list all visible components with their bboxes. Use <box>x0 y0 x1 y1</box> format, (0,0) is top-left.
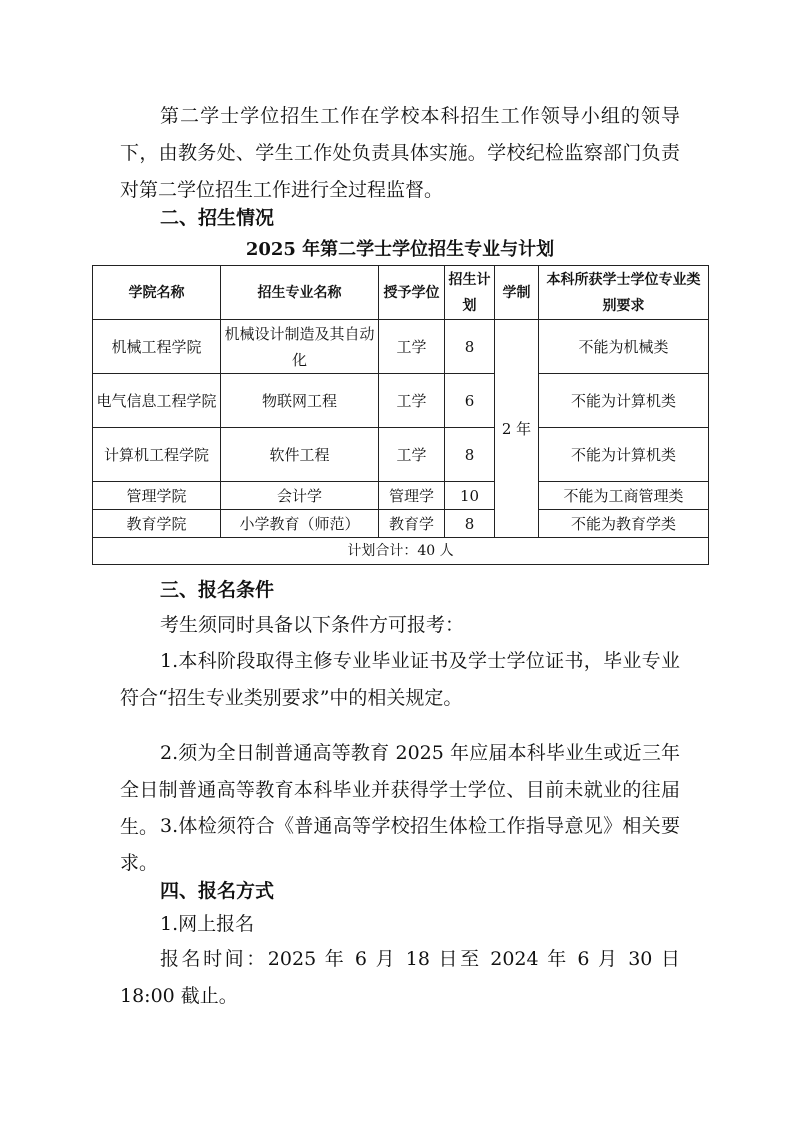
online-registration-label: 1.网上报名 <box>160 913 255 935</box>
table-total-row <box>93 538 709 565</box>
cell-requirement: 不能为教育学类 <box>539 510 709 538</box>
cell-plan: 6 <box>445 374 495 428</box>
column-header-college: 学院名称 <box>93 266 221 320</box>
section-heading-application: 四、报名方式 <box>160 880 275 902</box>
cell-college: 计算机工程学院 <box>93 428 221 482</box>
cell-major: 会计学 <box>221 482 379 510</box>
cell-college: 电气信息工程学院 <box>93 374 221 428</box>
column-header-duration: 学制 <box>495 266 539 320</box>
table-total: 计划合计：40 人 <box>93 538 709 565</box>
cell-plan: 8 <box>445 510 495 538</box>
table-row <box>93 374 709 428</box>
cell-plan: 10 <box>445 482 495 510</box>
cell-plan: 8 <box>445 428 495 482</box>
cell-duration: 2 年 <box>495 320 539 538</box>
cell-major: 软件工程 <box>221 428 379 482</box>
cell-degree: 工学 <box>379 428 445 482</box>
table-header-row <box>93 266 709 320</box>
cell-degree: 工学 <box>379 320 445 374</box>
cell-degree: 教育学 <box>379 510 445 538</box>
column-header-plan: 招生计划 <box>445 266 495 320</box>
table-row <box>93 510 709 538</box>
cell-degree: 管理学 <box>379 482 445 510</box>
cell-requirement: 不能为机械类 <box>539 320 709 374</box>
cell-requirement: 不能为计算机类 <box>539 374 709 428</box>
cell-plan: 8 <box>445 320 495 374</box>
intro-paragraph: 第二学士学位招生工作在学校本科招生工作领导小组的领导下，由教务处、学生工作处负责具体实施。学校纪检监察部门负责对第二学位招生工作进行全过程监督。 <box>120 105 680 201</box>
table-row <box>93 428 709 482</box>
cell-major: 小学教育（师范） <box>221 510 379 538</box>
cell-requirement: 不能为工商管理类 <box>539 482 709 510</box>
cell-college: 机械工程学院 <box>93 320 221 374</box>
section-heading-enrollment: 二、招生情况 <box>160 207 275 229</box>
registration-time: 报名时间：2025 年 6 月 18 日至 2024 年 6 月 30 日 18:00 截止。 <box>120 948 680 1007</box>
enrollment-plan-table <box>92 265 709 565</box>
condition-item-3: 3.体检须符合《普通高等学校招生体检工作指导意见》相关要求。 <box>120 815 680 874</box>
cell-degree: 工学 <box>379 374 445 428</box>
table-row <box>93 320 709 374</box>
condition-item-1: 1.本科阶段取得主修专业毕业证书及学士学位证书，毕业专业符合“招生专业类别要求”中的相关规定。 <box>120 650 680 709</box>
cell-major: 机械设计制造及其自动化 <box>221 320 379 374</box>
cell-college: 管理学院 <box>93 482 221 510</box>
cell-major: 物联网工程 <box>221 374 379 428</box>
cell-college: 教育学院 <box>93 510 221 538</box>
column-header-degree: 授予学位 <box>379 266 445 320</box>
condition-item-2: 2.须为全日制普通高等教育 2025 年应届本科毕业生或近三年全日制普通高等教育本科毕业并获得学士学位、目前未就业的往届生。 <box>120 742 680 838</box>
conditions-lead: 考生须同时具备以下条件方可报考： <box>160 614 465 636</box>
cell-requirement: 不能为计算机类 <box>539 428 709 482</box>
column-header-requirement: 本科所获学士学位专业类别要求 <box>539 266 709 320</box>
column-header-major: 招生专业名称 <box>221 266 379 320</box>
table-row <box>93 482 709 510</box>
section-heading-conditions: 三、报名条件 <box>160 579 275 601</box>
table-title: 2025 年第二学士学位招生专业与计划 <box>245 239 555 260</box>
